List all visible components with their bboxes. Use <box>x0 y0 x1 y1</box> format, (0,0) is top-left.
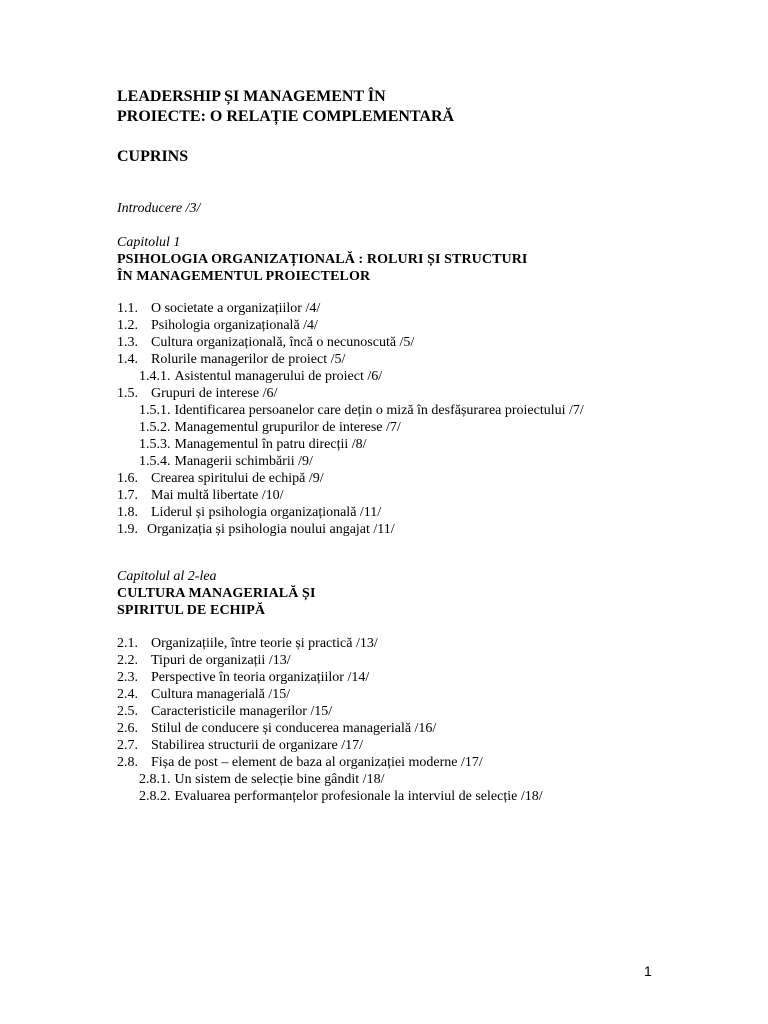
toc-entry-1-8 <box>117 504 584 521</box>
toc-entry-number: 2.8. <box>117 755 138 770</box>
toc-entry-number: 2.8.1. <box>139 772 171 787</box>
page-number: 1 <box>644 963 652 979</box>
toc-entry-2-3 <box>117 669 543 686</box>
toc-entry-number: 1.6. <box>117 471 138 486</box>
toc-entry-2-7 <box>117 737 543 754</box>
chapter-2-label: Capitolul al 2-lea <box>117 569 217 584</box>
toc-entry-number: 1.5.3. <box>139 437 171 452</box>
chapter-2-toc <box>117 635 543 805</box>
toc-entry-number: 2.7. <box>117 738 138 753</box>
toc-entry-text: Identificarea persoanelor care dețin o miză în desfășurarea proiectului /7/ <box>174 403 584 418</box>
chapter-2-heading-line-1: CULTURA MANAGERIALĂ ȘI <box>117 586 316 601</box>
toc-entry-2-2 <box>117 652 543 669</box>
toc-entry-number: 1.1. <box>117 301 138 316</box>
toc-entry-2-8-1 <box>117 771 543 788</box>
document-title-line-1: LEADERSHIP ȘI MANAGEMENT ÎN <box>117 88 386 105</box>
toc-entry-1-2 <box>117 317 584 334</box>
contents-heading: CUPRINS <box>117 148 189 165</box>
chapter-1-header <box>117 234 528 285</box>
toc-entry-number: 1.5.2. <box>139 420 171 435</box>
toc-entry-1-9 <box>117 521 584 538</box>
toc-entry-text: Crearea spiritului de echipă /9/ <box>151 471 324 486</box>
toc-entry-number: 1.9. <box>117 522 138 537</box>
toc-entry-2-1 <box>117 635 543 652</box>
toc-entry-1-5 <box>117 385 584 402</box>
toc-entry-number: 2.5. <box>117 704 138 719</box>
toc-entry-text: Managementul grupurilor de interese /7/ <box>174 420 401 435</box>
toc-entry-number: 1.3. <box>117 335 138 350</box>
toc-entry-number: 1.4.1. <box>139 369 171 384</box>
toc-entry-text: Rolurile managerilor de proiect /5/ <box>151 352 346 367</box>
toc-entry-text: Tipuri de organizații /13/ <box>151 653 291 668</box>
toc-entry-1-5-2 <box>117 419 584 436</box>
introduction-entry: Introducere /3/ <box>117 201 201 216</box>
toc-entry-number: 2.6. <box>117 721 138 736</box>
toc-entry-number: 2.3. <box>117 670 138 685</box>
toc-entry-text: Un sistem de selecție bine gândit /18/ <box>174 772 385 787</box>
toc-entry-text: Fișa de post – element de baza al organizației moderne /17/ <box>151 755 483 770</box>
toc-entry-text: Grupuri de interese /6/ <box>151 386 278 401</box>
toc-entry-1-5-3 <box>117 436 584 453</box>
toc-entry-1-6 <box>117 470 584 487</box>
toc-entry-1-4-1 <box>117 368 584 385</box>
toc-entry-text: O societate a organizațiilor /4/ <box>151 301 321 316</box>
toc-entry-number: 1.5.4. <box>139 454 171 469</box>
toc-entry-text: Psihologia organizațională /4/ <box>151 318 318 333</box>
document-title <box>117 87 454 127</box>
toc-entry-2-5 <box>117 703 543 720</box>
toc-entry-1-5-1 <box>117 402 584 419</box>
toc-entry-text: Stilul de conducere și conducerea managerială /16/ <box>151 721 437 736</box>
toc-entry-text: Organizația și psihologia noului angajat /11/ <box>147 522 395 537</box>
toc-entry-text: Managerii schimbării /9/ <box>174 454 313 469</box>
toc-entry-1-1 <box>117 300 584 317</box>
toc-entry-text: Cultura organizațională, încă o necunoscută /5/ <box>151 335 415 350</box>
toc-entry-2-8-2 <box>117 788 543 805</box>
toc-entry-1-4 <box>117 351 584 368</box>
toc-entry-number: 1.5. <box>117 386 138 401</box>
toc-entry-2-6 <box>117 720 543 737</box>
toc-entry-text: Managementul în patru direcții /8/ <box>174 437 367 452</box>
toc-entry-text: Cultura managerială /15/ <box>151 687 291 702</box>
toc-entry-text: Organizațiile, între teorie și practică /13/ <box>151 636 378 651</box>
toc-entry-number: 1.7. <box>117 488 138 503</box>
toc-entry-2-8 <box>117 754 543 771</box>
chapter-1-heading-line-2: ÎN MANAGEMENTUL PROIECTELOR <box>117 269 371 284</box>
toc-entry-number: 1.8. <box>117 505 138 520</box>
toc-entry-text: Perspective în teoria organizațiilor /14/ <box>151 670 370 685</box>
toc-entry-text: Mai multă libertate /10/ <box>151 488 284 503</box>
chapter-1-label: Capitolul 1 <box>117 235 181 250</box>
toc-entry-text: Stabilirea structurii de organizare /17/ <box>151 738 364 753</box>
toc-entry-1-5-4 <box>117 453 584 470</box>
toc-entry-number: 1.4. <box>117 352 138 367</box>
chapter-2-header <box>117 568 316 619</box>
toc-entry-number: 1.5.1. <box>139 403 171 418</box>
toc-entry-number: 1.2. <box>117 318 138 333</box>
toc-entry-number: 2.2. <box>117 653 138 668</box>
toc-entry-number: 2.1. <box>117 636 138 651</box>
toc-entry-text: Liderul și psihologia organizațională /11/ <box>151 505 382 520</box>
document-title-line-2: PROIECTE: O RELAȚIE COMPLEMENTARĂ <box>117 108 455 125</box>
toc-entry-1-3 <box>117 334 584 351</box>
toc-entry-number: 2.4. <box>117 687 138 702</box>
chapter-1-toc <box>117 300 584 538</box>
toc-entry-text: Caracteristicile managerilor /15/ <box>151 704 333 719</box>
chapter-1-heading-line-1: PSIHOLOGIA ORGANIZAȚIONALĂ : ROLURI ȘI STRUCTURI <box>117 252 528 267</box>
toc-entry-text: Evaluarea performanțelor profesionale la interviul de selecție /18/ <box>174 789 543 804</box>
toc-entry-number: 2.8.2. <box>139 789 171 804</box>
toc-entry-text: Asistentul managerului de proiect /6/ <box>174 369 383 384</box>
toc-entry-2-4 <box>117 686 543 703</box>
chapter-2-heading-line-2: SPIRITUL DE ECHIPĂ <box>117 603 266 618</box>
toc-entry-1-7 <box>117 487 584 504</box>
